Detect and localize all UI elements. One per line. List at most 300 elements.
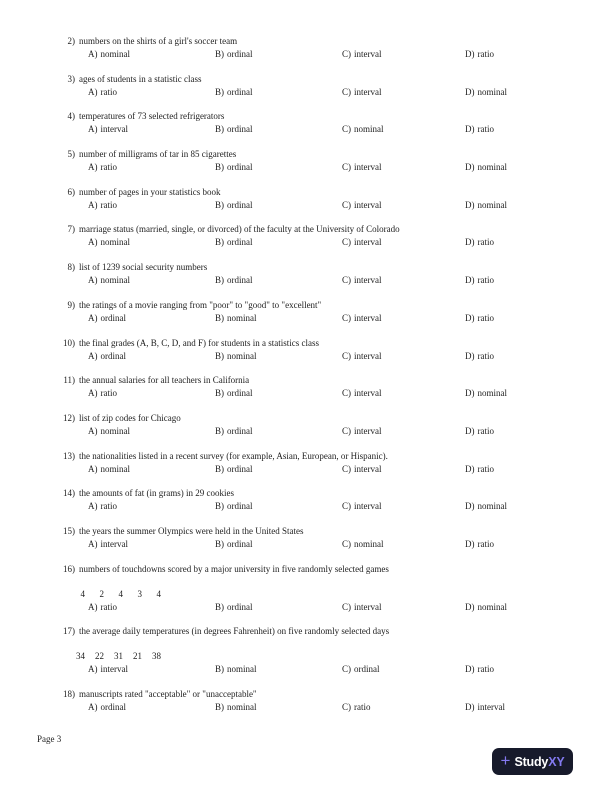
- answer-option-letter: C): [342, 86, 351, 97]
- answer-option: [88, 387, 215, 400]
- answer-option-letter: D): [465, 49, 475, 59]
- data-value: 21: [133, 651, 142, 662]
- question-text-line: [0, 374, 612, 387]
- answer-option: [88, 274, 215, 287]
- data-value: 34: [76, 651, 85, 662]
- answer-option-letter: B): [215, 601, 224, 612]
- answer-options-row: [0, 701, 612, 714]
- data-value: 4: [118, 588, 123, 599]
- answer-option: [465, 48, 612, 61]
- answer-options-row: [0, 500, 612, 513]
- answer-option-letter: B): [215, 124, 224, 135]
- answer-option-letter: C): [342, 664, 351, 675]
- logo-brand-primary: Study: [514, 754, 549, 769]
- question-number: 2): [67, 36, 75, 46]
- question-number: 13): [63, 450, 75, 461]
- question-item: [0, 299, 612, 325]
- answer-option: [215, 463, 342, 476]
- answer-option: [88, 161, 215, 174]
- question-number: 8): [67, 262, 75, 273]
- answer-option: [342, 601, 465, 614]
- question-text: list of 1239 social security numbers: [79, 262, 208, 273]
- answer-option: [215, 86, 342, 99]
- answer-option-letter: D): [465, 601, 475, 612]
- answer-option-value: nominal: [100, 425, 130, 436]
- question-number: 12): [63, 412, 75, 423]
- answer-option-letter: B): [215, 86, 224, 97]
- answer-option: [342, 500, 465, 513]
- answer-option-value: ratio: [100, 501, 117, 512]
- answer-option-letter: B): [215, 49, 224, 59]
- answer-options-row: [0, 312, 612, 325]
- answer-option-letter: C): [342, 199, 351, 210]
- answer-option-value: interval: [354, 237, 382, 248]
- answer-option-letter: C): [342, 425, 351, 436]
- answer-option-value: ordinal: [100, 312, 126, 323]
- answer-option-letter: B): [215, 664, 224, 675]
- answer-options-row: [0, 663, 612, 676]
- question-number: 5): [67, 149, 75, 160]
- answer-option: [88, 48, 215, 61]
- answer-option-letter: B): [215, 538, 224, 549]
- answer-option-letter: A): [88, 86, 98, 97]
- answer-option: [342, 425, 465, 438]
- answer-option: [215, 350, 342, 363]
- answer-option-value: ordinal: [227, 463, 253, 474]
- answer-option-letter: A): [88, 237, 98, 248]
- answer-option: [465, 463, 612, 476]
- answer-option-value: nominal: [100, 49, 130, 59]
- question-text-line: [0, 110, 612, 123]
- answer-option-value: ratio: [354, 702, 371, 712]
- answer-option-value: ratio: [477, 350, 494, 361]
- answer-option: [215, 312, 342, 325]
- question-number: 7): [67, 224, 75, 235]
- question-text-line: [0, 148, 612, 161]
- answer-option: [88, 236, 215, 249]
- answer-option: [215, 48, 342, 61]
- question-item: [0, 223, 612, 249]
- question-text: number of milligrams of tar in 85 cigarettes: [79, 149, 237, 160]
- answer-option-value: ratio: [477, 463, 494, 474]
- answer-option-value: ordinal: [227, 162, 253, 173]
- answer-option-value: ordinal: [227, 275, 253, 286]
- answer-option: [215, 663, 342, 676]
- question-text-line: [0, 299, 612, 312]
- answer-option: [215, 274, 342, 287]
- answer-option-letter: C): [342, 350, 351, 361]
- answer-option-letter: B): [215, 237, 224, 248]
- question-text: numbers of touchdowns scored by a major university in five randomly selected games: [79, 563, 389, 574]
- answer-option: [465, 236, 612, 249]
- answer-option: [342, 663, 465, 676]
- answer-option: [465, 425, 612, 438]
- question-data-values: [0, 650, 612, 663]
- answer-option-letter: A): [88, 199, 98, 210]
- question-number: 6): [67, 186, 75, 197]
- answer-option: [342, 350, 465, 363]
- spacer: [0, 638, 612, 650]
- question-text: marriage status (married, single, or divorced) of the faculty at the University of Colorado: [79, 224, 400, 235]
- answer-option: [215, 161, 342, 174]
- answer-option-value: nominal: [477, 199, 507, 210]
- answer-option-letter: C): [342, 312, 351, 323]
- answer-option-value: ordinal: [227, 538, 253, 549]
- question-item: [0, 148, 612, 174]
- answer-option-letter: A): [88, 350, 98, 361]
- answer-option: [215, 123, 342, 136]
- data-value: 22: [95, 651, 104, 662]
- answer-option: [88, 425, 215, 438]
- answer-option: [88, 601, 215, 614]
- answer-option: [342, 701, 465, 714]
- answer-option-letter: C): [342, 49, 351, 59]
- question-text: the nationalities listed in a recent survey (for example, Asian, European, or Hispanic).: [79, 450, 388, 461]
- answer-option-value: interval: [100, 124, 128, 135]
- answer-option-value: nominal: [227, 312, 257, 323]
- answer-option-value: interval: [354, 501, 382, 512]
- answer-option-value: interval: [100, 664, 128, 675]
- question-number: 18): [63, 689, 75, 699]
- answer-option-value: nominal: [100, 275, 130, 286]
- answer-option-letter: C): [342, 275, 351, 286]
- question-number: 11): [63, 375, 75, 386]
- answer-options-row: [0, 274, 612, 287]
- answer-option: [215, 500, 342, 513]
- question-text-line: [0, 688, 612, 701]
- answer-option-letter: C): [342, 702, 351, 712]
- answer-option: [465, 123, 612, 136]
- question-text-line: [0, 261, 612, 274]
- answer-option-value: interval: [354, 388, 382, 399]
- answer-option-letter: A): [88, 463, 98, 474]
- answer-option: [342, 161, 465, 174]
- answer-option-letter: D): [465, 275, 475, 286]
- question-text-line: [0, 625, 612, 638]
- answer-option: [342, 199, 465, 212]
- question-text: the amounts of fat (in grams) in 29 cookies: [79, 488, 234, 499]
- answer-option: [88, 86, 215, 99]
- answer-option-letter: B): [215, 425, 224, 436]
- answer-option-value: ordinal: [227, 601, 253, 612]
- answer-option-value: nominal: [477, 501, 507, 512]
- answer-option-letter: C): [342, 601, 351, 612]
- data-value: 4: [156, 588, 161, 599]
- answer-option-letter: D): [465, 199, 475, 210]
- answer-option-value: ordinal: [227, 49, 253, 59]
- answer-option: [465, 538, 612, 551]
- question-text: number of pages in your statistics book: [79, 186, 221, 197]
- answer-option-value: nominal: [354, 124, 384, 135]
- answer-option-letter: B): [215, 350, 224, 361]
- answer-option-value: nominal: [227, 664, 257, 675]
- question-item: [0, 374, 612, 400]
- answer-option-letter: B): [215, 312, 224, 323]
- answer-option: [465, 274, 612, 287]
- answer-option-value: ordinal: [100, 350, 126, 361]
- question-text: the final grades (A, B, C, D, and F) for students in a statistics class: [79, 337, 319, 348]
- question-text: manuscripts rated "acceptable" or "unacceptable": [79, 689, 257, 699]
- answer-option: [88, 701, 215, 714]
- question-text: the annual salaries for all teachers in California: [79, 375, 250, 386]
- answer-options-row: [0, 538, 612, 551]
- answer-option: [342, 387, 465, 400]
- answer-option: [88, 500, 215, 513]
- answer-option-value: ratio: [477, 49, 494, 59]
- answer-options-row: [0, 161, 612, 174]
- answer-option-letter: A): [88, 312, 98, 323]
- answer-option: [342, 86, 465, 99]
- answer-option: [465, 350, 612, 363]
- answer-option: [465, 500, 612, 513]
- answer-option: [88, 312, 215, 325]
- answer-option: [88, 123, 215, 136]
- answer-option-value: ratio: [477, 425, 494, 436]
- answer-option-letter: A): [88, 601, 98, 612]
- answer-option-value: ratio: [100, 162, 117, 173]
- question-text: list of zip codes for Chicago: [79, 412, 181, 423]
- answer-option-value: nominal: [227, 702, 257, 712]
- answer-option-letter: B): [215, 275, 224, 286]
- answer-option-value: ratio: [477, 124, 494, 135]
- studyxy-logo-badge: [492, 748, 573, 775]
- answer-option-value: nominal: [100, 463, 130, 474]
- answer-option-letter: C): [342, 538, 351, 549]
- question-text-line: [0, 563, 612, 576]
- spacer: [0, 576, 612, 588]
- question-number: 4): [67, 111, 75, 122]
- question-item: [0, 487, 612, 513]
- question-text-line: [0, 223, 612, 236]
- answer-option-value: interval: [354, 199, 382, 210]
- answer-option-letter: D): [465, 702, 475, 712]
- answer-option: [215, 387, 342, 400]
- question-item: [0, 35, 612, 61]
- answer-option: [465, 161, 612, 174]
- answer-option-letter: D): [465, 538, 475, 549]
- question-data-values: [0, 588, 612, 601]
- answer-option: [215, 236, 342, 249]
- question-item: [0, 110, 612, 136]
- answer-option-value: ratio: [477, 664, 494, 675]
- answer-options-row: [0, 425, 612, 438]
- answer-option-letter: D): [465, 86, 475, 97]
- answer-option: [342, 538, 465, 551]
- answer-option: [342, 236, 465, 249]
- answer-options-row: [0, 199, 612, 212]
- answer-option-letter: B): [215, 388, 224, 399]
- answer-option: [88, 663, 215, 676]
- question-text-line: [0, 337, 612, 350]
- answer-option-letter: A): [88, 388, 98, 399]
- question-item: [0, 73, 612, 99]
- plus-icon: +: [500, 751, 511, 770]
- answer-options-row: [0, 123, 612, 136]
- answer-options-row: [0, 601, 612, 614]
- answer-option: [342, 274, 465, 287]
- page-number-label: Page 3: [37, 734, 62, 744]
- answer-option-value: nominal: [477, 162, 507, 173]
- question-text: numbers on the shirts of a girl's soccer team: [79, 36, 238, 46]
- question-item: [0, 261, 612, 287]
- answer-option: [215, 199, 342, 212]
- question-number: 14): [63, 488, 75, 499]
- question-text-line: [0, 186, 612, 199]
- question-item: [0, 337, 612, 363]
- question-text: temperatures of 73 selected refrigerators: [79, 111, 225, 122]
- answer-option-letter: B): [215, 702, 224, 712]
- answer-option-value: interval: [354, 86, 382, 97]
- answer-option-letter: B): [215, 463, 224, 474]
- question-item: [0, 563, 612, 614]
- answer-option-letter: A): [88, 702, 98, 712]
- answer-option-value: ordinal: [227, 388, 253, 399]
- answer-option-value: nominal: [477, 388, 507, 399]
- answer-option-value: interval: [354, 463, 382, 474]
- answer-option-letter: A): [88, 538, 98, 549]
- data-value: 4: [80, 588, 85, 599]
- answer-option-value: ordinal: [227, 86, 253, 97]
- answer-option: [342, 123, 465, 136]
- answer-option-value: ordinal: [227, 425, 253, 436]
- answer-option: [88, 350, 215, 363]
- question-text: the ratings of a movie ranging from "poor" to "good" to "excellent": [79, 299, 322, 310]
- answer-option: [215, 538, 342, 551]
- question-item: [0, 412, 612, 438]
- answer-option-value: interval: [477, 702, 505, 712]
- answer-option-letter: D): [465, 388, 475, 399]
- answer-option: [88, 463, 215, 476]
- answer-option: [342, 48, 465, 61]
- question-text-line: [0, 487, 612, 500]
- answer-option-value: interval: [100, 538, 128, 549]
- answer-option-letter: C): [342, 501, 351, 512]
- answer-option-letter: B): [215, 199, 224, 210]
- answer-option: [215, 601, 342, 614]
- question-number: 16): [63, 563, 75, 574]
- answer-option-letter: C): [342, 463, 351, 474]
- answer-option-letter: B): [215, 162, 224, 173]
- answer-option: [215, 701, 342, 714]
- answer-option: [88, 199, 215, 212]
- answer-option-value: ordinal: [227, 237, 253, 248]
- answer-option-letter: A): [88, 664, 98, 675]
- answer-option-value: ratio: [100, 199, 117, 210]
- question-number: 9): [67, 299, 75, 310]
- answer-option-letter: D): [465, 124, 475, 135]
- answer-option-value: ordinal: [354, 664, 380, 675]
- answer-options-row: [0, 463, 612, 476]
- answer-option-value: interval: [354, 425, 382, 436]
- question-text-line: [0, 35, 612, 48]
- answer-option: [342, 463, 465, 476]
- question-number: 17): [63, 626, 75, 637]
- answer-option-letter: C): [342, 124, 351, 135]
- question-item: [0, 625, 612, 676]
- answer-option-value: interval: [354, 601, 382, 612]
- answer-option: [465, 199, 612, 212]
- data-value: 2: [99, 588, 104, 599]
- answer-option-letter: A): [88, 501, 98, 512]
- answer-option-value: nominal: [477, 86, 507, 97]
- question-text: ages of students in a statistic class: [79, 73, 202, 84]
- answer-option-letter: A): [88, 425, 98, 436]
- answer-option-letter: D): [465, 501, 475, 512]
- logo-wordmark: [514, 755, 564, 769]
- answer-option-value: nominal: [354, 538, 384, 549]
- answer-option-value: ratio: [100, 388, 117, 399]
- data-value: 38: [152, 651, 161, 662]
- answer-option-letter: D): [465, 312, 475, 323]
- question-number: 15): [63, 525, 75, 536]
- question-text: the average daily temperatures (in degrees Fahrenheit) on five randomly selected days: [79, 626, 390, 637]
- answer-option-letter: D): [465, 237, 475, 248]
- data-value: 3: [137, 588, 142, 599]
- answer-option-value: nominal: [477, 601, 507, 612]
- answer-option: [465, 663, 612, 676]
- answer-option-value: interval: [354, 162, 382, 173]
- answer-options-row: [0, 236, 612, 249]
- question-text-line: [0, 525, 612, 538]
- answer-option-value: ordinal: [227, 501, 253, 512]
- answer-option: [88, 538, 215, 551]
- answer-option: [465, 701, 612, 714]
- answer-option: [465, 86, 612, 99]
- answer-option-letter: D): [465, 463, 475, 474]
- answer-option-value: ratio: [477, 237, 494, 248]
- answer-option-value: ratio: [477, 538, 494, 549]
- answer-option-value: interval: [354, 350, 382, 361]
- answer-option-letter: D): [465, 162, 475, 173]
- answer-option-letter: A): [88, 124, 98, 135]
- answer-option: [465, 601, 612, 614]
- answer-option-value: nominal: [100, 237, 130, 248]
- question-text-line: [0, 450, 612, 463]
- answer-option: [215, 425, 342, 438]
- answer-option: [465, 312, 612, 325]
- answer-option-letter: D): [465, 664, 475, 675]
- answer-option-letter: C): [342, 162, 351, 173]
- answer-options-row: [0, 387, 612, 400]
- logo-brand-accent: XY: [548, 754, 565, 769]
- answer-option-value: ratio: [100, 86, 117, 97]
- answer-option-value: ratio: [100, 601, 117, 612]
- answer-option-letter: D): [465, 425, 475, 436]
- answer-option-letter: D): [465, 350, 475, 361]
- answer-option-letter: B): [215, 501, 224, 512]
- answer-option-value: interval: [354, 275, 382, 286]
- answer-option-letter: A): [88, 275, 98, 286]
- question-text-line: [0, 73, 612, 86]
- answer-option: [342, 312, 465, 325]
- answer-options-row: [0, 48, 612, 61]
- answer-option-value: ordinal: [100, 702, 126, 712]
- answer-option-letter: A): [88, 162, 98, 173]
- answer-option: [465, 387, 612, 400]
- answer-option-value: ordinal: [227, 124, 253, 135]
- answer-option-letter: A): [88, 49, 98, 59]
- answer-option-value: interval: [354, 49, 382, 59]
- answer-options-row: [0, 350, 612, 363]
- answer-option-value: ratio: [477, 275, 494, 286]
- answer-option-letter: C): [342, 388, 351, 399]
- answer-option-value: interval: [354, 312, 382, 323]
- answer-option-value: ordinal: [227, 199, 253, 210]
- answer-option-value: ratio: [477, 312, 494, 323]
- question-text-line: [0, 412, 612, 425]
- question-item: [0, 525, 612, 551]
- answer-option-letter: C): [342, 237, 351, 248]
